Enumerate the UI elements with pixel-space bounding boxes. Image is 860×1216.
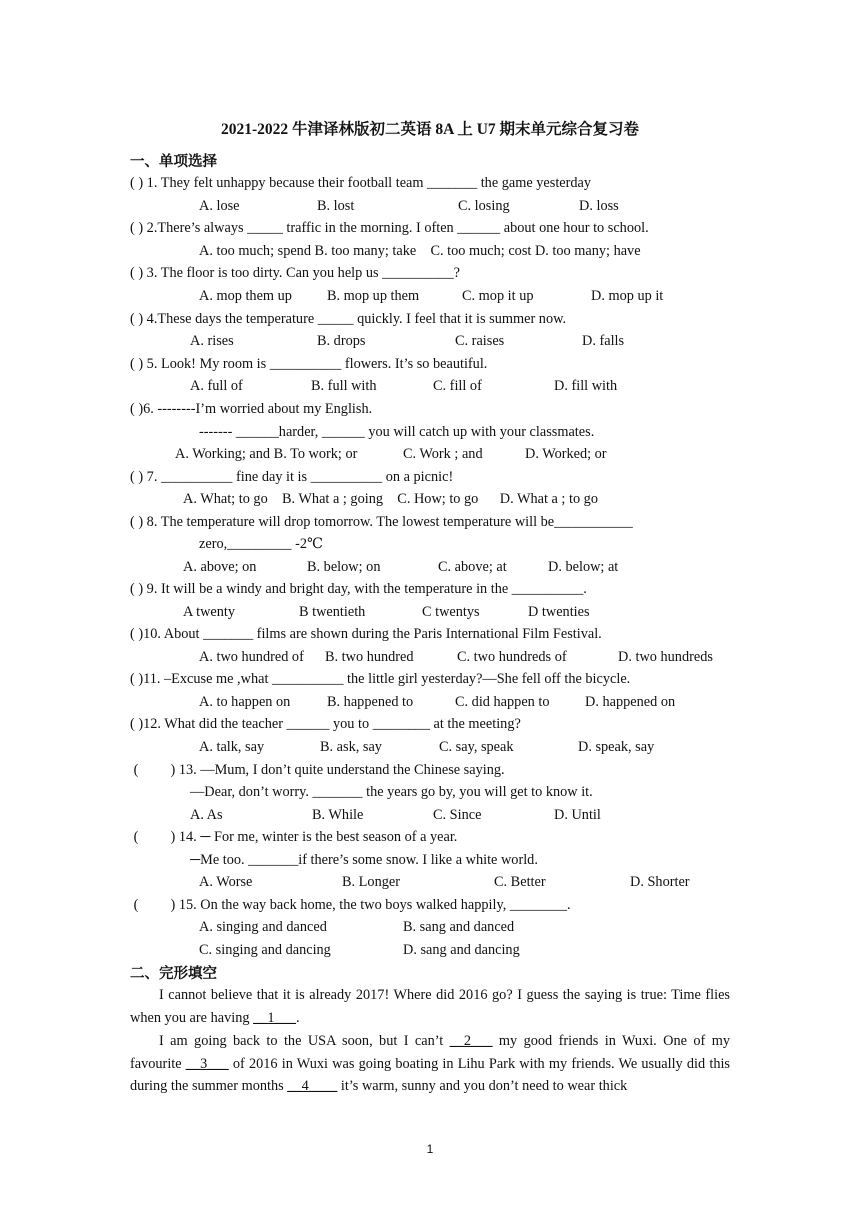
cloze-blank-4: __4____ [287,1078,338,1095]
document-page: 2021-2022 牛津译林版初二英语 8A 上 U7 期末单元综合复习卷 一、单项选择 ( ) 1. They felt unhappy because their football team _______ the game yesterday A. lose B. lost C. losing D. loss ( ) 2.There’s always _____ traffic in the morning. I often ______ about one hour to school. A. too much; spend B. too many; take C. too much; cost D. too many; have ( ) 3. The floor is too dirty. Can you help us __________? A. mop them up B. mop up them C. mop it up D. mop up it ( ) 4.These days the temperature _____ quickly. I feel that it is summer now. A. rises B. drops C. raises D. falls ( ) 5. Look! My room is __________ flowers. It’s so beautiful. A. full of B. full with C. fill of D. fill with ( )6. --------I’m worried about my English. ------- ______harder, ______ you will catch up with your classmates. A. Working; and B. To work; or C. Work ; and D. Worked; or ( ) 7. __________ fine day it is __________ on a picnic! A. What; to go B. What a ; going C. How; to go D. What a ; to go ( ) 8. The temperature will drop tomorrow. The lowest temperature will be___________ zero,_________ -2℃ A. above; on B. below; on C. above; at D. below; at ( ) 9. It will be a windy and bright day, with the temperature in the __________. A twenty B twentieth C twentys D twenties ( )10. About _______ films are shown during the Paris International Film Festival. A. two hundred of B. two hundred C. two hundreds of D. two hundreds ( )11. –Excuse me ,what __________ the little girl yesterday?—She fell off the bicycle. A. to happen on B. happened to C. did happen to D. happened on ( )12. What did the teacher ______ you to ________ at the meeting? A. talk, say B. ask, say C. say, speak D. speak, say ( ) 13. —Mum, I don’t quite understand the Chinese saying. —Dear, don’t worry. _______ the years go by, you will get to know it. A. As B. While C. Since D. Until ( ) 14. ─ For me, winter is the best season of a year. ─Me too. _______if there’s some snow. I like a white world. A. Worse B. Longer C. Better D. Shorter ( ) 15. On the way back home, the two boys walked happily, ________. A. singing and danced B. sang and danced C. singing and dancing D. sang and dancing 二、完形填空 I cannot believe that it is already 2017! Where did 2016 go? I guess the saying is true: Time flies when you are having __1___. I am going back to the USA soon, but I can’t __2___ my good friends in Wuxi. One of my favourite __3___ of 2016 in Wuxi was going boating in Lihu Park with my friends. We usually did this during the summer months __4____ it’s warm, sunny and you don’t need to wear thick 1 [0,0,860,1216]
cloze-paragraph-2: I am going back to the USA soon, but I can’t __2___ my good friends in Wuxi. One of my favourite __3___ of 2016 in Wuxi was going boating in Lihu Park with my friends. We usually did this during the summer months __4____ it’s warm, sunny and you don’t need to wear thick [130,1033,730,1095]
page-title: 2021-2022 牛津译林版初二英语 8A 上 U7 期末单元综合复习卷 [220,121,640,138]
cloze-blank-3: __3___ [185,1055,229,1072]
section-heading-single-choice: 一、单项选择 [130,154,217,170]
cloze-paragraph-1: I cannot believe that it is already 2017! Where did 2016 go? I guess the saying is true: Time flies when you are having __1___. [130,987,730,1026]
page-number: 1 [426,1142,434,1156]
section-heading-cloze: 二、完形填空 [130,966,217,982]
cloze-blank-2: __2___ [449,1033,493,1049]
cloze-blank-1: __1___ [253,1009,296,1026]
